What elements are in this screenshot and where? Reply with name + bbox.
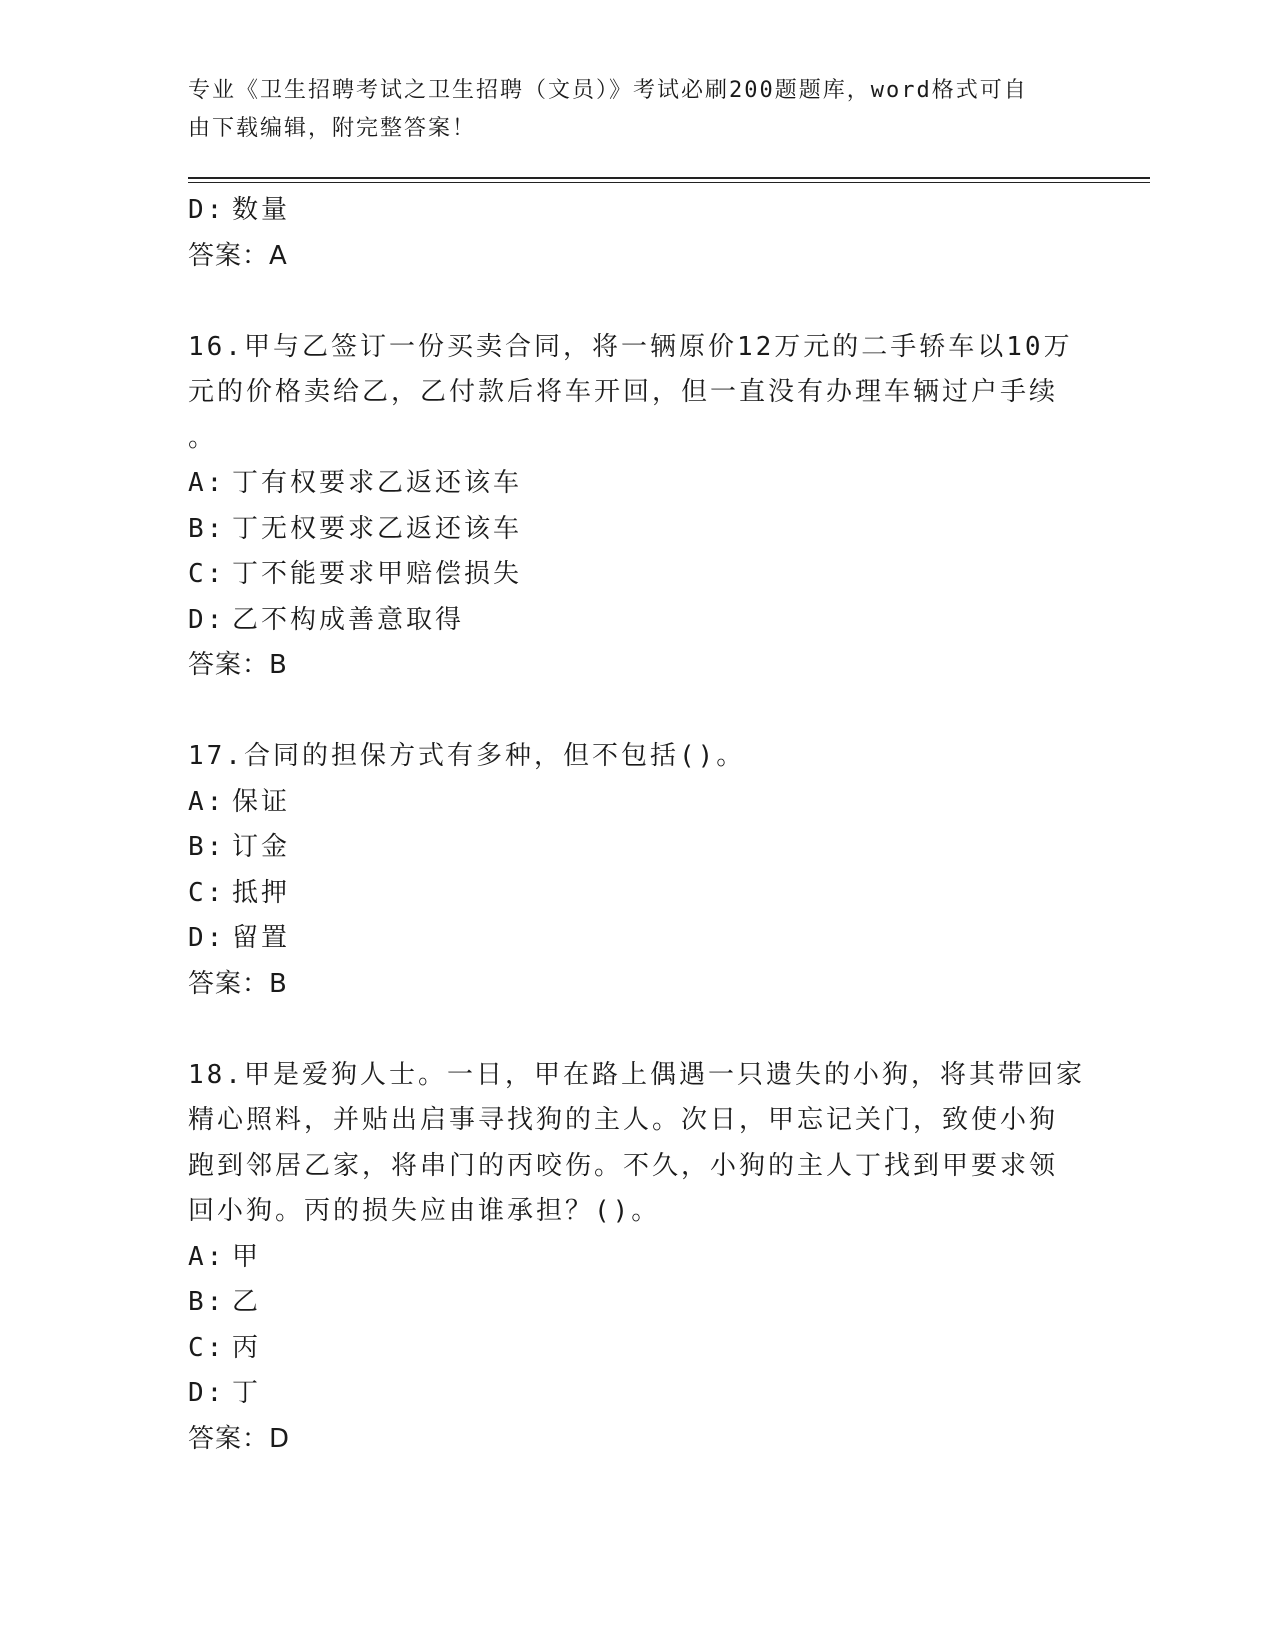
- question-16-line-1: 16.甲与乙签订一份买卖合同，将一辆原价12万元的二手轿车以10万: [188, 331, 1073, 362]
- prev-option-d: [188, 188, 1088, 234]
- option-label: D:: [188, 923, 226, 953]
- question-16-option-a: [188, 461, 1088, 507]
- question-16: [188, 325, 1088, 689]
- option-label: A:: [188, 1241, 226, 1272]
- question-18-answer: 答案：D: [188, 1423, 291, 1454]
- question-16-option-d: [188, 598, 1088, 644]
- header-rule-thin: [188, 182, 1150, 183]
- page-header: [188, 72, 1068, 148]
- question-17-option-d: [188, 916, 1088, 962]
- document-body: [188, 188, 1088, 1462]
- question-16-line-2: 元的价格卖给乙，乙付款后将车开回，但一直没有办理车辆过户手续: [188, 377, 1059, 407]
- option-text: 丁有权要求乙返还该车: [232, 468, 523, 498]
- question-18: [188, 1053, 1088, 1463]
- question-18-line-1: 18.甲是爱狗人士。一日，甲在路上偶遇一只遗失的小狗，将其带回家: [188, 1059, 1085, 1090]
- option-text: 丁: [232, 1378, 262, 1408]
- option-text: 保证: [232, 786, 291, 817]
- question-18-option-b: [188, 1280, 1088, 1326]
- spacer: [188, 279, 1088, 325]
- option-text: 甲: [232, 1241, 262, 1272]
- prev-answer: 答案：A: [188, 240, 288, 271]
- option-label: A:: [188, 468, 226, 498]
- option-text: 订金: [232, 832, 291, 862]
- option-text: 乙: [232, 1287, 262, 1317]
- option-label: D:: [188, 1378, 226, 1408]
- option-label: D:: [188, 195, 226, 225]
- option-text: 丁无权要求乙返还该车: [232, 513, 523, 544]
- question-16-option-b: [188, 507, 1088, 553]
- question-18-line-3: 跑到邻居乙家，将串门的丙咬伤。不久，小狗的主人丁找到甲要求领: [188, 1150, 1059, 1181]
- question-16-line-3: 。: [188, 422, 218, 453]
- option-label: B:: [188, 832, 226, 862]
- header-line-1: 专业《卫生招聘考试之卫生招聘（文员）》考试必刷200题题库，word格式可自: [188, 78, 1028, 103]
- option-text: 留置: [232, 923, 291, 953]
- option-text: 丙: [232, 1332, 262, 1363]
- question-16-option-c: [188, 552, 1088, 598]
- option-text: 数量: [232, 195, 291, 225]
- option-label: A:: [188, 786, 226, 817]
- question-17-option-a: [188, 780, 1088, 826]
- option-text: 乙不构成善意取得: [232, 604, 465, 635]
- spacer: [188, 1007, 1088, 1053]
- option-label: B:: [188, 1287, 226, 1317]
- option-label: D:: [188, 604, 226, 635]
- question-18-line-2: 精心照料，并贴出启事寻找狗的主人。次日，甲忘记关门，致使小狗: [188, 1105, 1059, 1135]
- question-18-option-c: [188, 1326, 1088, 1372]
- option-label: B:: [188, 513, 226, 544]
- option-label: C:: [188, 559, 226, 589]
- question-16-answer: 答案：B: [188, 650, 288, 680]
- question-18-option-d: [188, 1371, 1088, 1417]
- question-17-line-1: 17.合同的担保方式有多种，但不包括()。: [188, 741, 746, 771]
- question-18-line-4: 回小狗。丙的损失应由谁承担？()。: [188, 1196, 661, 1226]
- option-label: C:: [188, 1332, 226, 1363]
- question-17-option-c: [188, 871, 1088, 917]
- spacer: [188, 689, 1088, 735]
- option-label: C:: [188, 877, 226, 908]
- question-17: [188, 734, 1088, 1007]
- question-17-option-b: [188, 825, 1088, 871]
- question-18-option-a: [188, 1235, 1088, 1281]
- header-line-2: 由下载编辑，附完整答案！: [188, 116, 477, 141]
- option-text: 抵押: [232, 877, 291, 908]
- question-17-answer: 答案：B: [188, 968, 288, 999]
- option-text: 丁不能要求甲赔偿损失: [232, 559, 523, 589]
- header-rule-thick: [188, 177, 1150, 179]
